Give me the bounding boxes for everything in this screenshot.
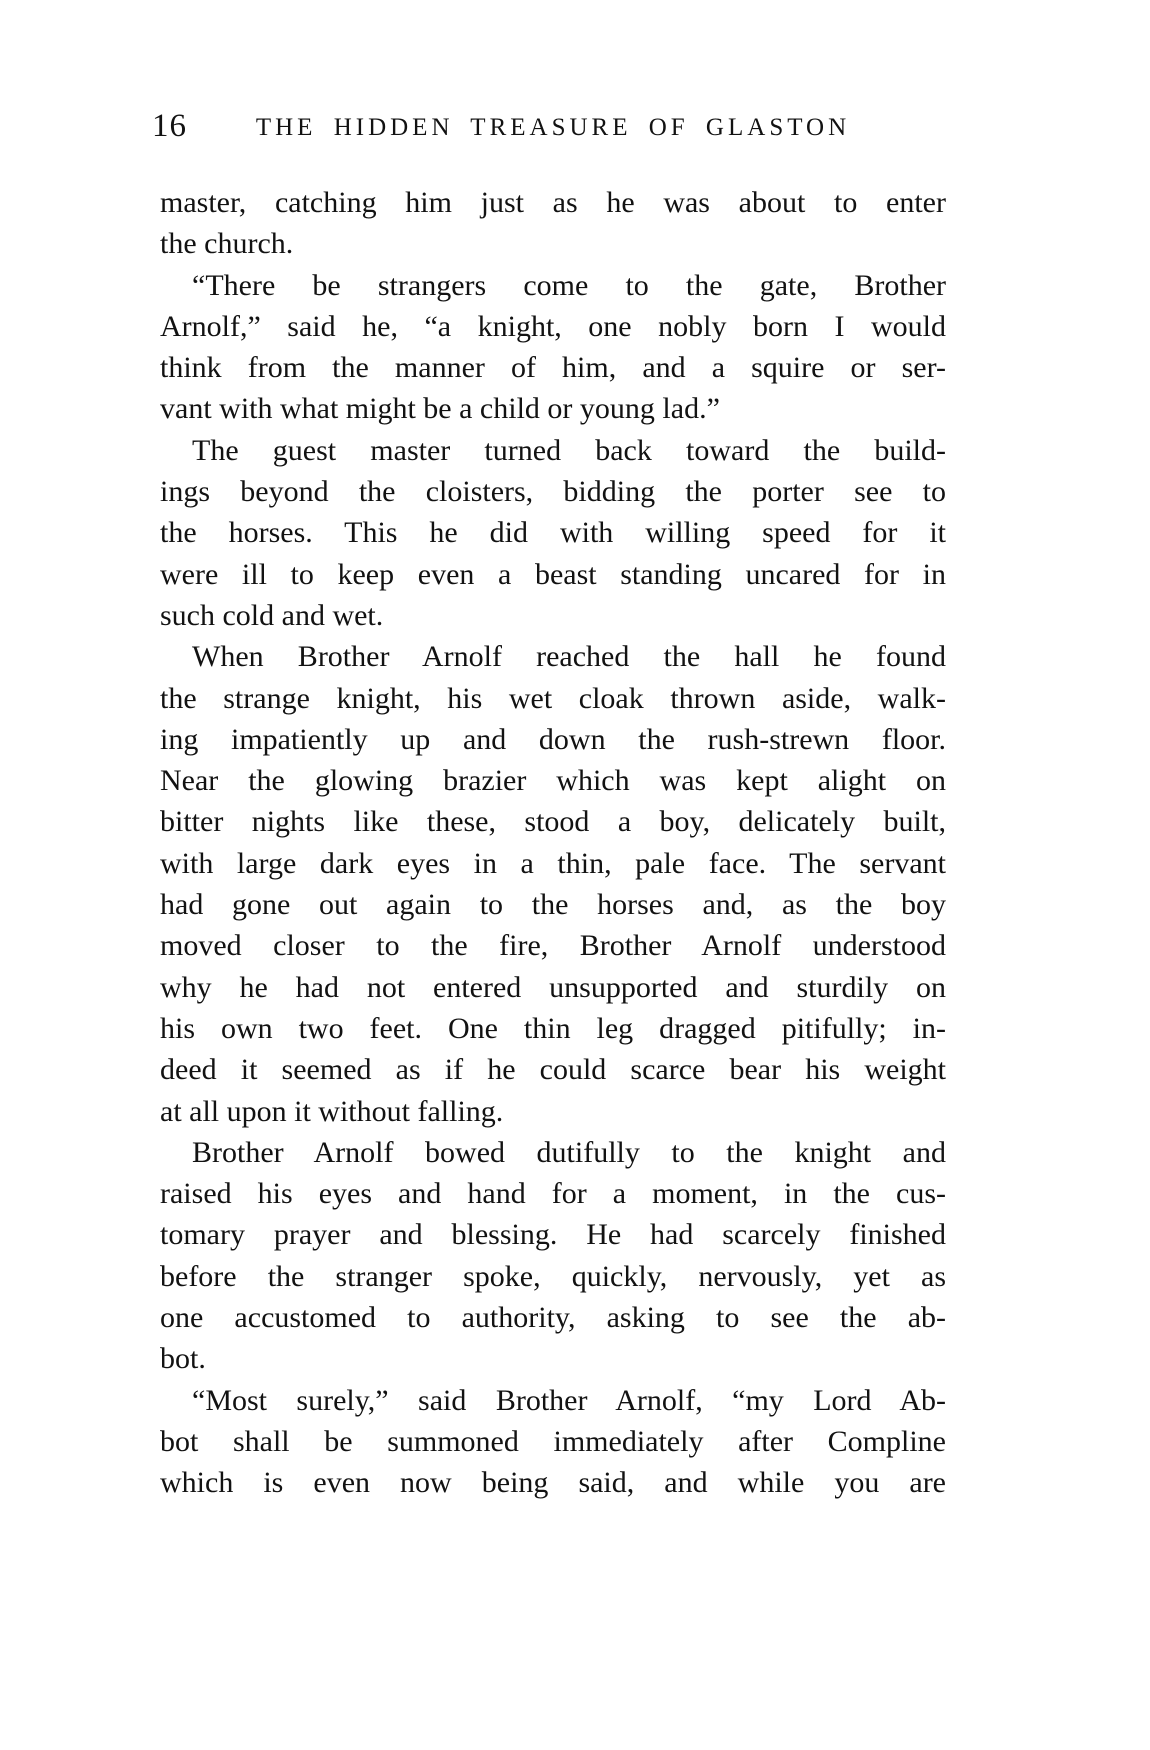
text-line: were ill to keep even a beast standing uncared for in — [160, 557, 946, 591]
text-line: think from the manner of him, and a squire or ser- — [160, 351, 946, 385]
text-line: vant with what might be a child or young lad.” — [160, 392, 720, 426]
text-line: before the stranger spoke, quickly, nervously, yet as — [160, 1259, 946, 1293]
text-line: The guest master turned back toward the build- — [192, 433, 946, 467]
text-line: Brother Arnolf bowed dutifully to the knight and — [192, 1135, 946, 1169]
text-line: with large dark eyes in a thin, pale face. The servant — [160, 846, 946, 880]
text-line: “Most surely,” said Brother Arnolf, “my Lord Ab- — [192, 1383, 946, 1417]
text-line: Near the glowing brazier which was kept alight on — [160, 764, 946, 798]
text-line: Arnolf,” said he, “a knight, one nobly born I would — [160, 309, 946, 343]
text-line: tomary prayer and blessing. He had scarcely finished — [160, 1218, 946, 1252]
text-line: master, catching him just as he was about to enter — [160, 186, 946, 219]
text-line: ing impatiently up and down the rush-strewn floor. — [160, 722, 946, 756]
text-line: one accustomed to authority, asking to see the ab- — [160, 1301, 946, 1335]
text-line: which is even now being said, and while you are — [160, 1466, 946, 1500]
text-line: such cold and wet. — [160, 598, 384, 632]
text-line: “There be strangers come to the gate, Brother — [192, 268, 946, 302]
text-line: his own two feet. One thin leg dragged pitifully; in- — [160, 1011, 946, 1045]
text-line: the strange knight, his wet cloak thrown aside, walk- — [160, 681, 946, 715]
text-line: ings beyond the cloisters, bidding the porter see to — [160, 475, 946, 509]
text-line: bitter nights like these, stood a boy, delicately built, — [160, 805, 946, 839]
text-line: When Brother Arnolf reached the hall he found — [192, 640, 946, 674]
text-line: raised his eyes and hand for a moment, in the cus- — [160, 1177, 946, 1211]
text-line: bot shall be summoned immediately after Compline — [160, 1424, 946, 1458]
text-line: at all upon it without falling. — [160, 1094, 504, 1128]
text-line: the church. — [160, 227, 294, 261]
text-line: the horses. This he did with willing speed for it — [160, 516, 946, 550]
text-line: deed it seemed as if he could scarce bear his weight — [160, 1053, 946, 1087]
text-line: bot. — [160, 1342, 206, 1376]
page-number: 16 — [152, 108, 187, 144]
text-line: had gone out again to the horses and, as the boy — [160, 888, 946, 922]
running-head — [152, 106, 946, 150]
text-line: moved closer to the fire, Brother Arnolf understood — [160, 929, 946, 963]
running-title: THE HIDDEN TREASURE OF GLASTON — [255, 114, 851, 141]
text-line: why he had not entered unsupported and sturdily on — [160, 970, 946, 1004]
body-text — [160, 182, 946, 1504]
